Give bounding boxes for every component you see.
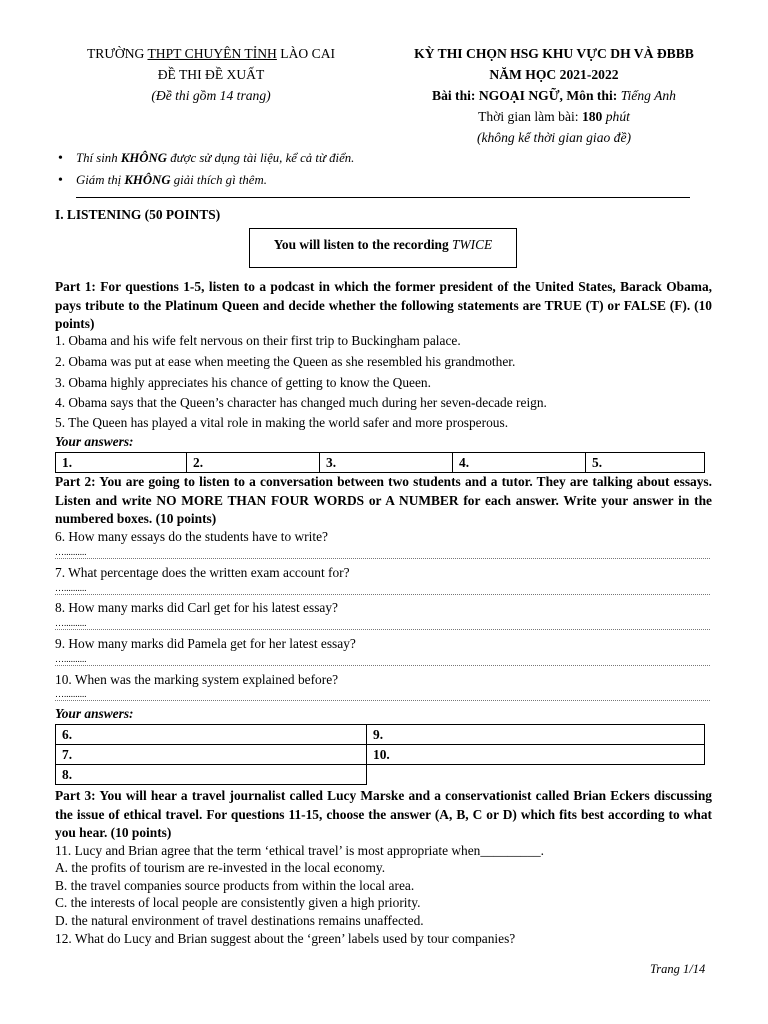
answer-cell[interactable]: 3. bbox=[320, 453, 453, 473]
school-year: NĂM HỌC 2021-2022 bbox=[489, 67, 619, 82]
question: 1. Obama and his wife felt nervous on their first trip to Buckingham palace. bbox=[55, 333, 461, 348]
time-line: Thời gian làm bài: 180 phút bbox=[478, 109, 630, 124]
question: 6. How many essays do the students have to write? bbox=[55, 529, 328, 544]
header-divider bbox=[76, 197, 690, 198]
twice-notice-box: You will listen to the recording TWICE bbox=[249, 228, 517, 268]
answer-cell[interactable]: 1. bbox=[56, 453, 187, 473]
part1-answer-table bbox=[55, 452, 705, 473]
option: C. the interests of local people are consistently given a high priority. bbox=[55, 895, 421, 910]
rule-item: • Thí sinh KHÔNG được sử dụng tài liệu, kể cả từ điển. bbox=[76, 151, 354, 166]
question: 5. The Queen has played a vital role in making the world safer and more prosperous. bbox=[55, 415, 509, 430]
school-header bbox=[46, 43, 376, 106]
answer-cell[interactable]: 7. bbox=[56, 745, 367, 765]
empty-cell bbox=[367, 765, 705, 785]
question: 10. When was the marking system explained before? bbox=[55, 672, 339, 687]
answer-cell[interactable]: 8. bbox=[56, 765, 367, 785]
time-note: (không kể thời gian giao đề) bbox=[476, 130, 632, 145]
question: 4. Obama says that the Queen’s character has changed much during her seven-decade reign. bbox=[55, 395, 547, 410]
question: 3. Obama highly appreciates his chance of getting to know the Queen. bbox=[55, 375, 431, 390]
proposal-label: ĐỀ THI ĐỀ XUẤT bbox=[157, 67, 265, 82]
question: 12. What do Lucy and Brian suggest about the ‘green’ labels used by tour companies? bbox=[55, 931, 516, 946]
question: 2. Obama was put at ease when meeting the Queen as she resembled his grandmother. bbox=[55, 354, 516, 369]
answers-label: Your answers: bbox=[55, 706, 134, 721]
subject-line: Bài thi: NGOẠI NGỮ, Môn thi: Tiếng Anh bbox=[432, 88, 676, 103]
part2-instruction: Part 2: You are going to listen to a conversation between two students and a tutor. They are talking about essays. Listen and write NO MORE THAN FOUR WORDS or A NUMBER for each answer. Write your answer in the numbered boxes. (10 points) bbox=[55, 474, 712, 526]
option: D. the natural environment of travel destinations remains unaffected. bbox=[55, 913, 424, 928]
answers-label-wrap: Your answers: bbox=[55, 434, 134, 449]
answer-cell[interactable]: 4. bbox=[453, 453, 586, 473]
part2-answer-table bbox=[55, 724, 705, 785]
exam-title: KỲ THI CHỌN HSG KHU VỰC DH VÀ ĐBBB bbox=[414, 46, 694, 61]
rule-item: • Giám thị KHÔNG giải thích gì thêm. bbox=[76, 173, 267, 188]
question: 7. What percentage does the written exam account for? bbox=[55, 565, 350, 580]
answer-cell[interactable]: 9. bbox=[367, 725, 705, 745]
part3-instruction: Part 3: You will hear a travel journalist called Lucy Marske and a conservationist called Brian Eckers discussing the issue of ethical travel. For questions 11-15, choose the answer (A, B, C or D) which fits best according to what you hear. (10 points) bbox=[55, 788, 712, 840]
school-name: TRƯỜNG THPT CHUYÊN TỈNH LÀO CAI bbox=[86, 46, 336, 61]
option: B. the travel companies source products from within the local area. bbox=[55, 878, 415, 893]
exam-header bbox=[384, 43, 724, 148]
answer-dots[interactable]: ….......... bbox=[55, 584, 710, 595]
answer-dots[interactable]: ….......... bbox=[55, 619, 710, 630]
answer-cell[interactable]: 2. bbox=[187, 453, 320, 473]
page-number: Trang 1/14 bbox=[650, 962, 706, 976]
answer-dots[interactable]: ….......... bbox=[55, 690, 710, 701]
answer-cell[interactable]: 5. bbox=[586, 453, 705, 473]
question: 8. How many marks did Carl get for his latest essay? bbox=[55, 600, 339, 615]
answer-blank[interactable]: _________ bbox=[480, 843, 541, 858]
question: 11. Lucy and Brian agree that the term ‘ethical travel’ is most appropriate when_________. bbox=[55, 843, 544, 858]
section-title: I. LISTENING (50 POINTS) bbox=[55, 207, 221, 222]
option: A. the profits of tourism are re-invested in the local economy. bbox=[55, 860, 386, 875]
part1-instruction: Part 1: For questions 1-5, listen to a podcast in which the former president of the United States, Barack Obama, pays tribute to the Platinum Queen and decide whether the following statements are TRUE (T) or FALSE (F). (10 points) bbox=[55, 279, 712, 331]
answer-cell[interactable]: 10. bbox=[367, 745, 705, 765]
question: 9. How many marks did Pamela get for her latest essay? bbox=[55, 636, 356, 651]
answer-dots[interactable]: ….......... bbox=[55, 548, 710, 559]
answer-cell[interactable]: 6. bbox=[56, 725, 367, 745]
pages-note: (Đề thi gồm 14 trang) bbox=[151, 88, 271, 103]
answer-dots[interactable]: ….......... bbox=[55, 655, 710, 666]
